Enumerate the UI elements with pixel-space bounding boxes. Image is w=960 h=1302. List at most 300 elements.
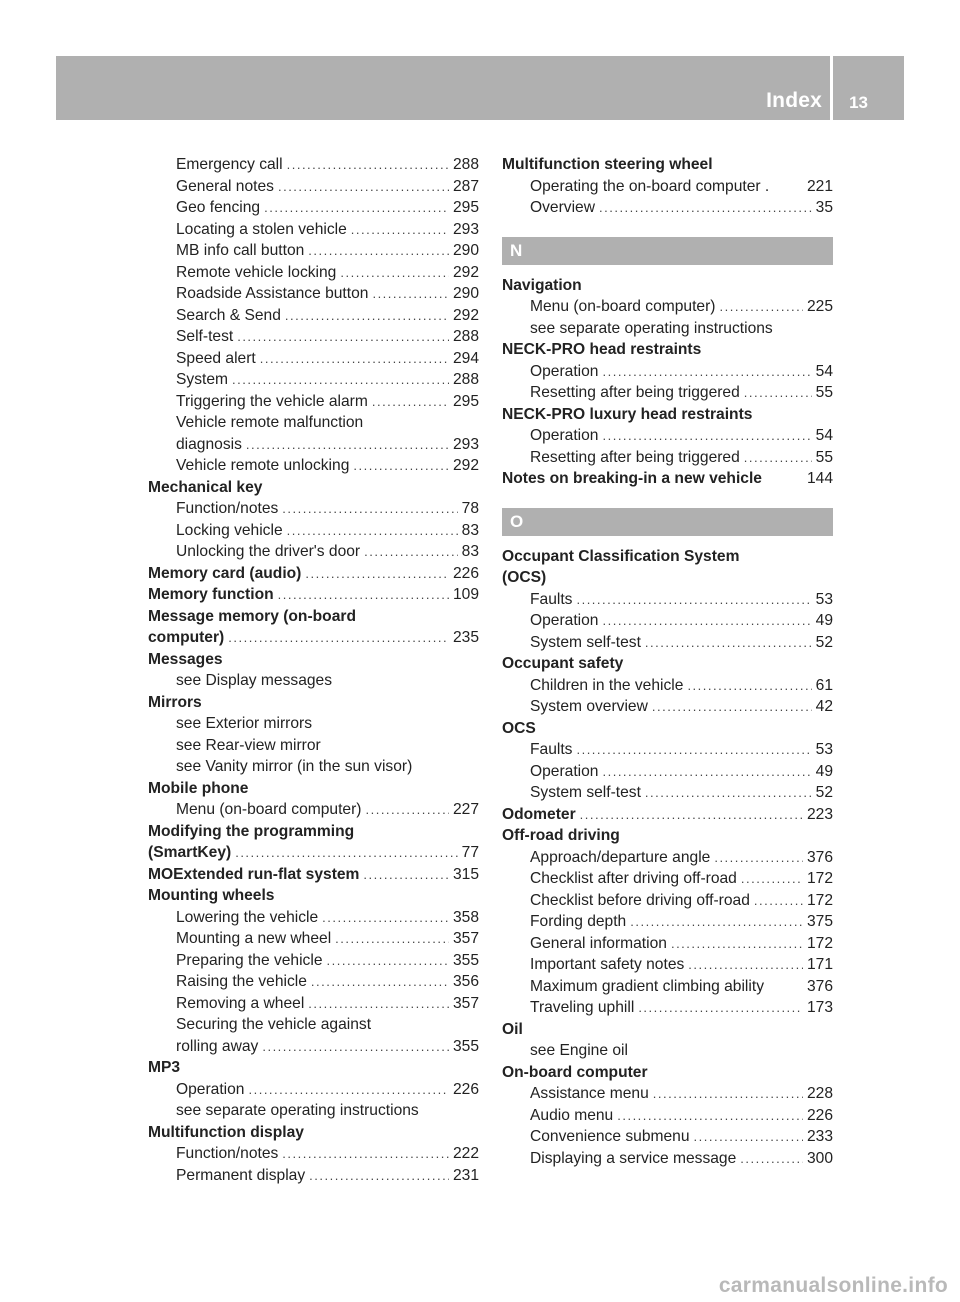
- entry-text: System self-test: [530, 633, 641, 651]
- index-subentry[interactable]: [148, 283, 479, 305]
- index-subentry: [148, 1014, 479, 1036]
- index-letter-n: N: [502, 237, 833, 265]
- index-subentry[interactable]: [148, 369, 479, 391]
- entry-text: Faults: [530, 741, 573, 758]
- entry-page[interactable]: 53: [815, 590, 833, 608]
- watermark: carmanualsonline.info: [718, 1274, 948, 1297]
- index-subentry[interactable]: [148, 799, 479, 821]
- entry-text: Notes on breaking-in a new vehicle: [502, 470, 762, 487]
- entry-page[interactable]: 235: [452, 629, 479, 646]
- index-subentry[interactable]: [502, 675, 833, 697]
- dot-leader: [340, 262, 449, 284]
- entry-text: Vehicle remote unlocking: [176, 457, 350, 474]
- entry-text: Operation: [530, 362, 599, 380]
- index-entry: [502, 339, 833, 361]
- entry-text: Convenience submenu: [530, 1128, 690, 1145]
- index-subentry[interactable]: [148, 498, 479, 520]
- entry-page[interactable]: 375: [806, 913, 833, 930]
- entry-text: Mechanical key: [148, 478, 263, 496]
- entry-text: Occupant Classification System: [502, 547, 740, 565]
- entry-text: Operation: [530, 612, 599, 629]
- entry-text: Locking vehicle: [176, 521, 283, 539]
- index-entry: [502, 275, 833, 297]
- entry-page[interactable]: 226: [806, 1106, 833, 1124]
- dot-leader: [351, 219, 449, 241]
- dot-leader: [260, 348, 449, 370]
- dot-leader: [602, 761, 811, 783]
- entry-page[interactable]: 292: [452, 306, 479, 324]
- entry-text: Fording depth: [530, 913, 627, 930]
- entry-page[interactable]: 228: [806, 1085, 833, 1102]
- page-number: 13: [849, 93, 868, 112]
- dot-leader: [248, 1079, 448, 1101]
- entry-text: Speed alert: [176, 349, 256, 367]
- entry-text: diagnosis: [176, 435, 242, 453]
- entry-page[interactable]: 49: [815, 762, 833, 780]
- entry-text: Removing a wheel: [176, 994, 305, 1012]
- index-entry: [502, 1019, 833, 1041]
- index-subentry[interactable]: [502, 589, 833, 611]
- dot-leader: [602, 361, 811, 383]
- entry-text: Message memory (on-board: [148, 607, 356, 625]
- entry-text: Unlocking the driver's door: [176, 543, 361, 560]
- entry-page[interactable]: 288: [452, 156, 479, 173]
- entry-text: Oil: [502, 1020, 523, 1038]
- dot-leader: [617, 1105, 803, 1127]
- dot-leader: [652, 696, 812, 718]
- entry-text: Vehicle remote malfunction: [176, 414, 364, 431]
- entry-page[interactable]: 144: [806, 470, 833, 487]
- dot-leader: [744, 382, 812, 404]
- index-entry[interactable]: [148, 563, 479, 585]
- entry-text: NECK-PRO luxury head restraints: [502, 405, 753, 423]
- entry-text: Memory function: [148, 586, 274, 603]
- entry-text: see Rear-view mirror: [176, 736, 321, 754]
- entry-page[interactable]: 227: [452, 801, 479, 818]
- entry-page[interactable]: 35: [815, 199, 833, 216]
- entry-page[interactable]: 355: [452, 951, 479, 969]
- entry-text: NECK-PRO head restraints: [502, 341, 702, 358]
- dot-leader: [232, 369, 449, 391]
- index-entry: [148, 778, 479, 800]
- entry-text: Function/notes: [176, 1145, 279, 1162]
- index-subentry[interactable]: [502, 610, 833, 632]
- entry-text: General notes: [176, 177, 274, 195]
- entry-text: Roadside Assistance button: [176, 285, 369, 302]
- entry-text: System overview: [530, 698, 648, 715]
- entry-text: MP3: [148, 1059, 181, 1076]
- entry-page[interactable]: 357: [452, 930, 479, 947]
- index-subentry[interactable]: [148, 348, 479, 370]
- entry-text: Menu (on-board computer): [176, 801, 362, 818]
- entry-page[interactable]: 293: [452, 435, 479, 453]
- entry-page[interactable]: 78: [461, 500, 479, 517]
- dot-leader: [235, 842, 457, 864]
- entry-page[interactable]: 231: [452, 1166, 479, 1184]
- index-subentry[interactable]: [148, 541, 479, 563]
- index-entry: [502, 567, 833, 589]
- dot-leader: [744, 447, 812, 469]
- dot-leader: [645, 782, 812, 804]
- dot-leader: [741, 868, 803, 890]
- index-subentry[interactable]: [148, 391, 479, 413]
- index-entry: [148, 821, 479, 843]
- entry-text: see Engine oil: [530, 1042, 628, 1059]
- entry-text: Overview: [530, 199, 595, 216]
- index-entry: [148, 1057, 479, 1079]
- entry-text: Mirrors: [148, 693, 202, 711]
- entry-text: MB info call button: [176, 242, 305, 259]
- index-column-right: [502, 154, 833, 1169]
- index-subentry[interactable]: [502, 447, 833, 469]
- entry-text: Resetting after being triggered: [530, 448, 740, 466]
- index-entry: [148, 1122, 479, 1144]
- dot-leader: [740, 1148, 803, 1170]
- index-subentry[interactable]: [502, 911, 833, 933]
- dot-leader: [246, 434, 449, 456]
- index-subentry[interactable]: [148, 326, 479, 348]
- header-title: Index: [766, 89, 822, 112]
- entry-page[interactable]: 223: [806, 805, 833, 823]
- entry-text: Assistance menu: [530, 1085, 649, 1102]
- index-subentry[interactable]: [502, 361, 833, 383]
- index-subentry[interactable]: [148, 1143, 479, 1165]
- entry-page[interactable]: 376: [806, 848, 833, 866]
- index-subentry[interactable]: [148, 434, 479, 456]
- entry-page[interactable]: 294: [452, 349, 479, 367]
- dot-leader: [365, 799, 448, 821]
- index-subentry[interactable]: [148, 455, 479, 477]
- entry-page[interactable]: 52: [815, 784, 833, 801]
- index-entry: [502, 404, 833, 426]
- entry-text: Maximum gradient climbing ability: [530, 977, 764, 995]
- entry-text: Mobile phone: [148, 779, 249, 797]
- entry-page[interactable]: 315: [452, 865, 479, 883]
- dot-leader: [602, 425, 811, 447]
- entry-page[interactable]: 83: [461, 521, 479, 539]
- entry-text: On-board computer: [502, 1063, 648, 1081]
- entry-text: Search & Send: [176, 306, 281, 324]
- index-subentry[interactable]: [502, 933, 833, 955]
- entry-text: rolling away: [176, 1037, 259, 1055]
- entry-text: see Display messages: [176, 672, 333, 689]
- entry-text: System: [176, 371, 228, 388]
- dot-leader: [638, 997, 803, 1019]
- entry-page[interactable]: 54: [815, 427, 833, 444]
- index-entry: [148, 692, 479, 714]
- index-subentry[interactable]: [148, 219, 479, 241]
- dot-leader: [645, 632, 812, 654]
- index-subentry[interactable]: [502, 382, 833, 404]
- index-entry[interactable]: [502, 804, 833, 826]
- index-subentry[interactable]: [502, 1126, 833, 1148]
- entry-text: Resetting after being triggered: [530, 384, 740, 401]
- dot-leader: [278, 584, 449, 606]
- entry-page[interactable]: 295: [452, 199, 479, 216]
- entry-page[interactable]: 295: [452, 392, 479, 410]
- entry-text: Faults: [530, 590, 573, 608]
- index-subentry[interactable]: [148, 907, 479, 929]
- entry-page[interactable]: 172: [806, 870, 833, 887]
- index-subentry[interactable]: [148, 1036, 479, 1058]
- index-subentry[interactable]: [502, 632, 833, 654]
- entry-text: Children in the vehicle: [530, 676, 684, 694]
- index-entry: [148, 649, 479, 671]
- entry-text: General information: [530, 934, 667, 952]
- dot-leader: [580, 804, 803, 826]
- entry-text: Mounting wheels: [148, 887, 275, 904]
- entry-page[interactable]: 358: [452, 908, 479, 926]
- dot-leader: [237, 326, 449, 348]
- dot-leader: [719, 296, 802, 318]
- index-subentry[interactable]: [502, 997, 833, 1019]
- dot-leader: [335, 928, 449, 950]
- header-separator: [830, 56, 833, 120]
- index-subentry[interactable]: [148, 520, 479, 542]
- entry-text: Preparing the vehicle: [176, 951, 323, 969]
- index-subentry[interactable]: [148, 197, 479, 219]
- index-subentry[interactable]: [148, 1165, 479, 1187]
- entry-text: Permanent display: [176, 1166, 306, 1184]
- index-subentry[interactable]: [502, 1105, 833, 1127]
- entry-page[interactable]: 171: [806, 956, 833, 973]
- index-subentry[interactable]: [502, 425, 833, 447]
- dot-leader: [372, 391, 449, 413]
- index-entry[interactable]: [148, 584, 479, 606]
- entry-page[interactable]: 77: [461, 844, 479, 861]
- index-subentry[interactable]: [502, 890, 833, 912]
- index-subentry: [148, 713, 479, 735]
- dot-leader: [287, 154, 449, 176]
- index-subentry: [148, 412, 479, 434]
- entry-page[interactable]: 288: [452, 328, 479, 345]
- entry-text: Operation: [530, 427, 599, 444]
- entry-page[interactable]: 222: [452, 1145, 479, 1162]
- entry-text: Checklist after driving off-road: [530, 870, 737, 887]
- index-entry[interactable]: [148, 842, 479, 864]
- entry-page[interactable]: 287: [452, 177, 479, 195]
- index-subentry: [148, 670, 479, 692]
- dot-leader: [630, 911, 803, 933]
- entry-page[interactable]: 173: [806, 999, 833, 1016]
- entry-text: Menu (on-board computer): [530, 298, 716, 315]
- entry-text: (OCS): [502, 569, 547, 586]
- index-entry: [502, 1062, 833, 1084]
- entry-page[interactable]: 52: [815, 633, 833, 651]
- entry-page[interactable]: 83: [461, 543, 479, 560]
- dot-leader: [327, 950, 449, 972]
- dot-leader: [305, 563, 449, 585]
- entry-text: Important safety notes: [530, 956, 685, 973]
- dot-leader: [372, 283, 449, 305]
- entry-text: computer): [148, 629, 225, 646]
- index-entry: [502, 718, 833, 740]
- entry-text: see separate operating instructions: [530, 319, 773, 337]
- entry-text: Geo fencing: [176, 199, 261, 216]
- entry-text: Lowering the vehicle: [176, 908, 319, 926]
- index-column-left: [148, 154, 479, 1186]
- index-entry: [502, 154, 833, 176]
- entry-text: Emergency call: [176, 156, 283, 173]
- entry-text: Odometer: [502, 805, 576, 823]
- entry-page[interactable]: 61: [815, 676, 833, 694]
- index-entry[interactable]: [502, 468, 833, 490]
- entry-text: Modifying the programming: [148, 822, 355, 840]
- dot-leader: [687, 675, 811, 697]
- entry-page[interactable]: 290: [452, 285, 479, 302]
- index-subentry[interactable]: [502, 1083, 833, 1105]
- entry-text: Triggering the vehicle alarm: [176, 392, 368, 410]
- entry-text: Multifunction display: [148, 1123, 304, 1141]
- dot-leader: [228, 627, 449, 649]
- index-subentry[interactable]: [502, 176, 833, 198]
- dot-leader: [694, 1126, 803, 1148]
- index-subentry[interactable]: [148, 240, 479, 262]
- index-subentry[interactable]: [148, 993, 479, 1015]
- entry-page[interactable]: 49: [815, 612, 833, 629]
- dot-leader: [262, 1036, 449, 1058]
- dot-leader: [285, 305, 449, 327]
- dot-leader: [308, 993, 449, 1015]
- dot-leader: [599, 197, 812, 219]
- entry-text: Approach/departure angle: [530, 848, 711, 866]
- index-subentry[interactable]: [148, 305, 479, 327]
- entry-page[interactable]: 355: [452, 1037, 479, 1055]
- entry-page[interactable]: 357: [452, 994, 479, 1012]
- index-subentry: [502, 318, 833, 340]
- entry-text: Operating the on-board computer .: [530, 177, 770, 195]
- entry-page[interactable]: 55: [815, 448, 833, 466]
- entry-text: Navigation: [502, 276, 582, 294]
- entry-text: Multifunction steering wheel: [502, 156, 713, 173]
- index-subentry[interactable]: [502, 761, 833, 783]
- entry-text: Traveling uphill: [530, 999, 635, 1016]
- entry-page[interactable]: 288: [452, 371, 479, 388]
- index-subentry[interactable]: [502, 976, 833, 998]
- entry-page[interactable]: 226: [452, 564, 479, 582]
- index-entry: [502, 546, 833, 568]
- entry-page[interactable]: 42: [815, 698, 833, 715]
- index-subentry[interactable]: [502, 847, 833, 869]
- dot-leader: [308, 240, 449, 262]
- entry-page[interactable]: 55: [815, 384, 833, 401]
- dot-leader: [282, 1143, 449, 1165]
- entry-page[interactable]: 226: [452, 1080, 479, 1098]
- index-subentry[interactable]: [148, 176, 479, 198]
- entry-page[interactable]: 292: [452, 457, 479, 474]
- index-subentry[interactable]: [502, 696, 833, 718]
- index-entry: [148, 885, 479, 907]
- index-subentry[interactable]: [502, 296, 833, 318]
- index-subentry[interactable]: [148, 928, 479, 950]
- dot-leader: [278, 176, 449, 198]
- index-subentry[interactable]: [502, 739, 833, 761]
- entry-text: Displaying a service message: [530, 1149, 737, 1167]
- index-subentry[interactable]: [502, 1148, 833, 1170]
- entry-page[interactable]: 233: [806, 1128, 833, 1145]
- dot-leader: [282, 498, 457, 520]
- index-subentry[interactable]: [502, 782, 833, 804]
- entry-page[interactable]: 109: [452, 586, 479, 603]
- page-header: [56, 56, 904, 120]
- entry-page[interactable]: 300: [806, 1149, 833, 1167]
- entry-text: Audio menu: [530, 1106, 614, 1124]
- index-subentry[interactable]: [148, 262, 479, 284]
- index-subentry[interactable]: [148, 971, 479, 993]
- index-subentry[interactable]: [148, 950, 479, 972]
- index-subentry: [502, 1040, 833, 1062]
- index-subentry[interactable]: [502, 954, 833, 976]
- dot-leader: [311, 971, 449, 993]
- entry-text: Off-road driving: [502, 827, 620, 844]
- index-entry: [502, 653, 833, 675]
- entry-page[interactable]: 221: [806, 177, 833, 195]
- entry-text: MOExtended run-flat system: [148, 865, 360, 883]
- entry-text: see separate operating instructions: [176, 1102, 419, 1119]
- entry-page[interactable]: 292: [452, 263, 479, 281]
- entry-text: (SmartKey): [148, 844, 232, 861]
- entry-text: Remote vehicle locking: [176, 263, 337, 281]
- entry-text: Operation: [530, 762, 599, 780]
- dot-leader: [287, 520, 458, 542]
- index-entry[interactable]: [148, 627, 479, 649]
- dot-leader: [322, 907, 449, 929]
- index-subentry[interactable]: [148, 1079, 479, 1101]
- dot-leader: [671, 933, 803, 955]
- entry-text: Memory card (audio): [148, 564, 302, 582]
- entry-page[interactable]: 290: [452, 242, 479, 259]
- entry-text: Mounting a new wheel: [176, 930, 332, 947]
- dot-leader: [353, 455, 449, 477]
- entry-text: Self-test: [176, 328, 234, 345]
- entry-page[interactable]: 172: [806, 934, 833, 952]
- dot-leader: [754, 890, 803, 912]
- entry-text: Checklist before driving off-road: [530, 891, 750, 909]
- dot-leader: [576, 739, 811, 761]
- dot-leader: [264, 197, 449, 219]
- index-entry: [502, 825, 833, 847]
- dot-leader: [364, 541, 458, 563]
- entry-text: see Exterior mirrors: [176, 715, 313, 732]
- index-subentry: [148, 756, 479, 778]
- index-letter-o: O: [502, 508, 833, 536]
- entry-text: Locating a stolen vehicle: [176, 220, 347, 238]
- dot-leader: [714, 847, 803, 869]
- dot-leader: [688, 954, 803, 976]
- entry-page[interactable]: 293: [452, 220, 479, 238]
- dot-leader: [653, 1083, 803, 1105]
- entry-text: Function/notes: [176, 500, 279, 517]
- index-subentry[interactable]: [502, 868, 833, 890]
- entry-page[interactable]: 54: [815, 362, 833, 380]
- entry-page[interactable]: 53: [815, 741, 833, 758]
- dot-leader: [602, 610, 811, 632]
- index-subentry[interactable]: [148, 154, 479, 176]
- dot-leader: [309, 1165, 449, 1187]
- entry-text: Raising the vehicle: [176, 973, 307, 990]
- index-subentry[interactable]: [502, 197, 833, 219]
- entry-text: Securing the vehicle against: [176, 1016, 372, 1033]
- entry-text: OCS: [502, 719, 536, 737]
- index-subentry: [148, 735, 479, 757]
- entry-page[interactable]: 172: [806, 891, 833, 909]
- index-entry: [148, 477, 479, 499]
- index-entry[interactable]: [148, 864, 479, 886]
- entry-page[interactable]: 225: [806, 298, 833, 315]
- entry-page[interactable]: 356: [452, 973, 479, 990]
- entry-page[interactable]: 376: [806, 977, 833, 995]
- index-entry: [148, 606, 479, 628]
